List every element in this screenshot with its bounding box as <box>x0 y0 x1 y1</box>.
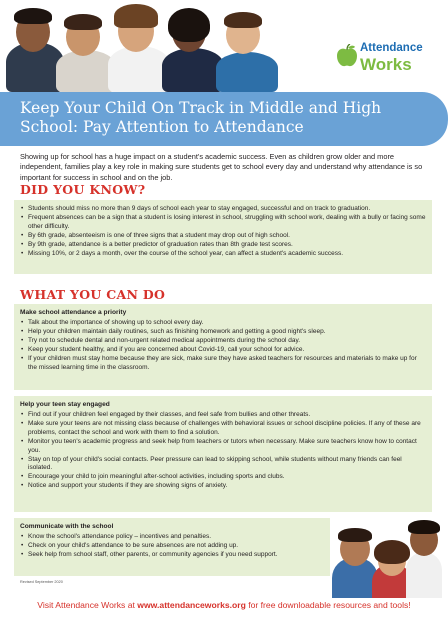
engaged-box <box>14 396 432 512</box>
priority-list <box>20 319 426 372</box>
list-item: • Talk about the importance of showing up to school every day. <box>20 319 426 328</box>
list-item: • Find out if your children feel engaged by their classes, and feel safe from bullies and other threats. <box>20 411 426 420</box>
list-item: • Notice and support your students if they are showing signs of anxiety. <box>20 482 426 491</box>
communicate-box <box>14 518 330 576</box>
footer-suffix: for free downloadable resources and tools! <box>245 600 411 610</box>
logo-text-attendance: Attendance <box>360 42 423 54</box>
did-you-know-list <box>20 205 426 258</box>
list-item: • Keep your student healthy, and if you are concerned about Covid-19, call your school for advice. <box>20 346 426 355</box>
list-item: • Frequent absences can be a sign that a student is losing interest in school, struggling with school work, dealing with a bully or facing some other difficulty. <box>20 214 426 232</box>
page-title: Keep Your Child On Track in Middle and High School: Pay Attention to Attendance <box>20 99 382 136</box>
engaged-list <box>20 411 426 491</box>
priority-subheading: Make school attendance a priority <box>20 309 127 316</box>
list-item: • Make sure your teens are not missing class because of challenges with behavioral issues or school discipline policies. If any of these are problems, contact the school and work with them to find a solution. <box>20 420 426 438</box>
apple-icon <box>336 44 358 68</box>
engaged-subheading: Help your teen stay engaged <box>20 401 110 408</box>
intro-paragraph: Showing up for school has a huge impact on a student's academic success. Even as children grow older and more independent, families play a key role in making sure students get to school every day and understand why attendance is so important for success in school and on the job. <box>20 152 423 182</box>
list-item: • Students should miss no more than 9 days of school each year to stay engaged, successful and on track to graduation. <box>20 205 426 214</box>
what-you-can-do-heading: WHAT YOU CAN DO <box>20 287 166 302</box>
footer-prefix: Visit Attendance Works at <box>37 600 138 610</box>
title-band <box>0 92 448 146</box>
did-you-know-box <box>14 200 432 274</box>
revised-date: Revised September 2020 <box>20 580 63 584</box>
list-item: • Seek help from school staff, other parents, or community agencies if you need support. <box>20 551 324 560</box>
header-photo-teens <box>0 0 282 92</box>
list-item: • By 6th grade, absenteeism is one of three signs that a student may drop out of high school. <box>20 232 426 241</box>
list-item: • Know the school's attendance policy – incentives and penalties. <box>20 533 324 542</box>
students-photo <box>332 510 442 598</box>
list-item: • By 9th grade, attendance is a better predictor of graduation rates than 8th grade test scores. <box>20 241 426 250</box>
attendance-works-logo <box>336 38 436 88</box>
footer-url-link[interactable]: www.attendanceworks.org <box>137 600 246 610</box>
did-you-know-heading: DID YOU KNOW? <box>20 182 146 197</box>
list-item: • If your children must stay home because they are sick, make sure they have asked teachers for resources and materials to make up for the missed learning time in the classroom. <box>20 355 426 373</box>
list-item: • Stay on top of your child's social contacts. Peer pressure can lead to skipping school, while students without many friends can feel isolated. <box>20 456 426 474</box>
list-item: • Encourage your child to join meaningful after-school activities, including sports and clubs. <box>20 473 426 482</box>
logo-text-works: Works <box>360 55 412 74</box>
list-item: • Help your children maintain daily routines, such as finishing homework and getting a good night's sleep. <box>20 328 426 337</box>
communicate-list <box>20 533 324 560</box>
list-item: • Check on your child's attendance to be sure absences are not adding up. <box>20 542 324 551</box>
list-item: • Missing 10%, or 2 days a month, over the course of the school year, can affect a student's academic success. <box>20 250 426 259</box>
footer-text <box>0 600 448 610</box>
list-item: • Monitor you teen's academic progress and seek help from teachers or tutors when necessary. Make sure teachers know how to contact you. <box>20 438 426 456</box>
communicate-subheading: Communicate with the school <box>20 523 114 530</box>
list-item: • Try not to schedule dental and non-urgent related medical appointments during the school day. <box>20 337 426 346</box>
priority-box <box>14 304 432 390</box>
